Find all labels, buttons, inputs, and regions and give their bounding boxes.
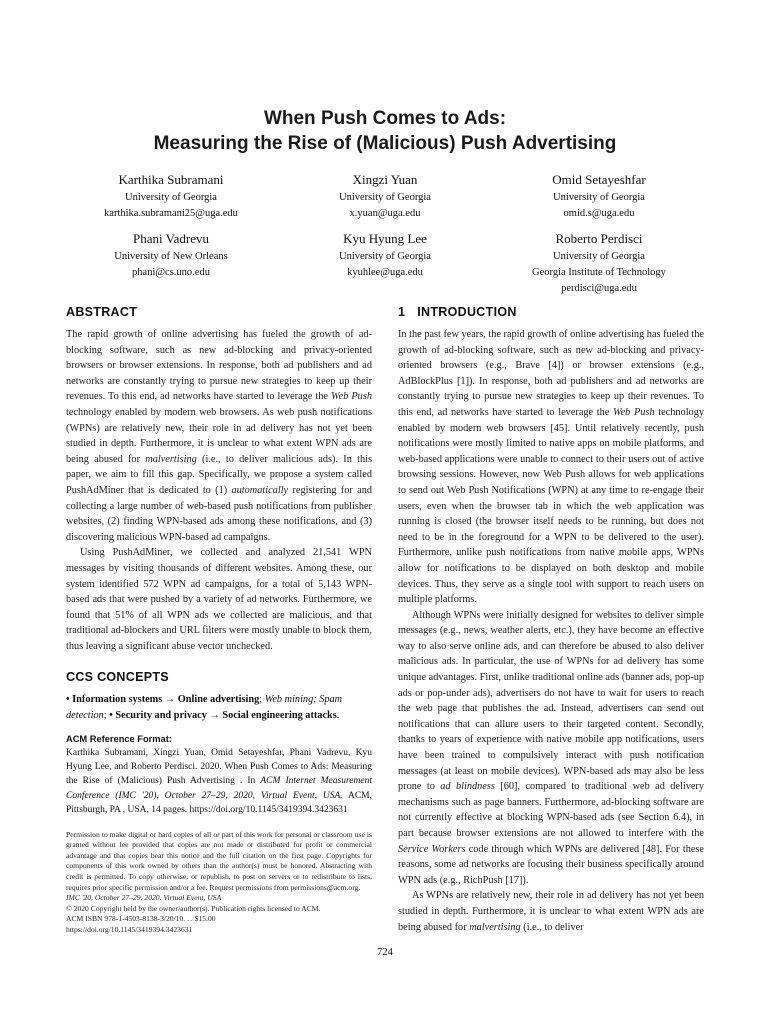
abstract-text: (i.e., to deliver malicious ads). In this paper, we aim to fill this gap. Specifically, we propose a system called PushAdMiner that is dedicated to (1)	[66, 453, 372, 496]
author-name: Xingzi Yuan	[352, 172, 418, 187]
ccs-sep: ;	[103, 710, 110, 722]
section-title: INTRODUCTION	[417, 305, 517, 319]
ccs-heading: CCS CONCEPTS	[66, 670, 169, 685]
page-number: 724	[377, 947, 393, 958]
permission-text: Permission to make digital or hard copies of all or part of this work for personal or classroom use is granted without fee provided that copies are not made or distributed for profit or commercial advantage and that copies bear this notice and the full citation on the first page. Copyrights for components of this work owned by others than the author(s) must be honored. Abstracting with credit is permitted. To copy otherwise, or republish, to post on servers or to redistribute to lists, requires prior specific permission and/or a fee. Request permissions from permissions@acm.org.	[66, 829, 372, 892]
author-card	[64, 229, 278, 297]
intro-text: technology enabled by modern web browsers [45]. Until relatively recently, push notifications were mostly limited to native apps on mobile platforms, and web-based applications were unable to connect to their users out of active browsing sessions. However, now Web Push allows for web applications to send out Web Push Notifications (WPN) at any time to re-engage their users, even when the browser tab in which the web application was running is closed (the browser itself needs to be running, but does not need to be in the foreground for a WPN to be delivered to the user). Furthermore, unlike push notifications from native mobile apps, WPNs allow for notifications to be displayed on both desktop and mobile devices. Thus, they serve as a single tool with support to reach users on multiple platforms.	[398, 406, 704, 606]
author-card	[278, 170, 492, 222]
abstract-text: The rapid growth of online advertising has fueled the growth of ad-blocking software, such as new ad-blocking and privacy-oriented browsers or browser extensions. In response, both ad publishers and ad networks are constantly trying to pursue new strategies to keep up their revenues. To this end, ad networks have started to leverage the	[66, 329, 372, 403]
intro-text: [60], compared to traditional web ad delivery mechanisms such as page banners. Furthermore, ad-blocking software are not currently effective at blocking WPN-based ads (see Section 6.4), in part because browser extensions are not allowed to interfere with the	[398, 781, 705, 839]
ccs-sep: .	[336, 710, 340, 722]
author-affiliation: University of Georgia	[553, 251, 645, 262]
intro-text: code through which WPNs are delivered [48]. For these reasons, some ad networks are focusing their business specifically around WPN ads (e.g., RichPush [17]).	[398, 843, 704, 886]
title-line-2: Measuring the Rise of (Malicious) Push Advertising	[153, 133, 617, 154]
intro-emph: Web Push	[612, 406, 655, 418]
author-affiliation: University of Georgia	[339, 192, 431, 203]
right-column	[398, 303, 704, 935]
author-affiliation-secondary: Georgia Institute of Technology	[532, 267, 666, 278]
abstract-heading: ABSTRACT	[66, 305, 138, 319]
author-affiliation: University of Georgia	[339, 251, 431, 262]
author-name: Kyu Hyung Lee	[343, 231, 427, 246]
intro-emph: ad blindness	[440, 781, 495, 793]
author-email: karthika.subramani25@uga.edu	[104, 208, 238, 219]
ccs-arrow: →	[162, 694, 178, 706]
ccs-sep: ;	[259, 694, 265, 706]
permission-copyright: © 2020 Copyright held by the owner/author(s). Publication rights licensed to ACM.	[66, 903, 321, 913]
author-card	[64, 170, 278, 222]
author-affiliation: University of New Orleans	[114, 251, 228, 262]
author-email: omid.s@uga.edu	[563, 208, 635, 219]
ccs-term: Social engineering attacks	[222, 710, 337, 722]
author-card	[492, 170, 706, 222]
permission-isbn: ACM ISBN 978-1-4503-8138-3/20/10. . . $15.00	[66, 914, 216, 924]
acm-ref-text	[66, 746, 372, 818]
ccs-term-minor: Web mining; Spam detection	[66, 694, 343, 722]
author-name: Omid Setayeshfar	[552, 172, 646, 187]
intro-emph: Service Workers	[398, 843, 466, 855]
ccs-concepts	[66, 692, 372, 723]
title-line-1: When Push Comes to Ads:	[263, 108, 507, 129]
ccs-bullet: • Security and privacy	[109, 710, 207, 722]
acm-ref-part: Karthika Subramani, Xingzi Yuan, Omid Setayeshfar, Phani Vadrevu, Kyu Hyung Lee, and Roberto Perdisci. 2020. When Push Comes to Ads: Measuring the Rise of (Malicious) Push Advertising . In	[66, 747, 372, 787]
permission-block	[66, 830, 372, 936]
intro-text: Although WPNs were initially designed for websites to deliver simple messages (e.g., news, weather alerts, etc.), they have become an effective way to also serve online ads, and can therefore be abused to also deliver malicious ads. In particular, the use of WPNs for ad delivery has some unique advantages. First, unlike traditional online ads (banner ads, pop-up ads or pop-under ads), advertisers do not have to wait for users to reach the web page that publishes the ad. Instead, advertisers can send out notifications that can allure users to their targeted content. Secondly, thanks to years of experience with native mobile app notifications, users have been trained to compulsively interact with push notification messages (at least on mobile devices). WPN-based ads may also be less prone to	[398, 609, 704, 793]
ccs-term: Online advertising	[177, 694, 260, 706]
author-email: phani@cs.uno.edu	[132, 267, 210, 278]
author-affiliation: University of Georgia	[125, 192, 217, 203]
author-affiliation: University of Georgia	[553, 192, 645, 203]
acm-ref-part: ACM, Pittsburgh, PA , USA, 14 pages. https://doi.org/10.1145/3419394.3423631	[66, 790, 373, 816]
intro-paragraph-2	[398, 608, 704, 889]
permission-doi: https://doi.org/10.1145/3419394.3423631	[66, 925, 193, 935]
author-card	[278, 229, 492, 297]
ccs-section	[66, 668, 372, 723]
section-number: 1	[398, 305, 406, 319]
abstract-text: technology enabled by modern web browsers. As web push notifications (WPNs) are relatively new, their role in ad delivery has not yet been studied in depth. Furthermore, it is unclear to what extent WPN ads are being abused for	[66, 406, 372, 465]
author-name: Karthika Subramani	[118, 172, 224, 187]
intro-emph: malvertising	[469, 921, 521, 933]
intro-text: In the past few years, the rapid growth of online advertising has fueled the growth of ad-blocking software, such as new ad-blocking and privacy-oriented browsers (e.g., Brave [4]) or browser extensions (e.g., AdBlockPlus [1]). In response, both ad publishers and ad networks are constantly trying to pursue new strategies to keep up their revenues. To this end, ad networks have started to leverage the	[398, 329, 704, 418]
acm-ref-venue: ACM Internet Measurement Conference (IMC '20), October 27–29, 2020, Virtual Event, USA.	[66, 776, 372, 801]
author-row-1	[64, 170, 706, 222]
abstract-paragraph-2: Using PushAdMiner, we collected and analyzed 21,541 WPN messages by visiting thousands of different websites. Among these, our system identified 572 WPN ad campaigns, for a total of 5,143 WPN-based ads that were pushed by a variety of ad networks. Furthermore, we found that 51% of all WPN ads we collected are malicious, and that traditional ad-blockers and URL filters were mostly unable to block them, thus leaving a significant abuse vector unchecked.	[66, 547, 372, 652]
introduction-heading	[398, 303, 704, 321]
author-name: Roberto Perdisci	[555, 231, 643, 246]
intro-text: (i.e., to deliver	[520, 921, 584, 933]
abstract-emph: Web Push	[331, 391, 372, 403]
intro-paragraph-3	[398, 888, 704, 935]
author-card	[492, 229, 706, 297]
permission-venue: IMC '20, October 27–29, 2020, Virtual Event, USA	[66, 893, 222, 903]
ccs-bullet: • Information systems	[66, 694, 163, 706]
intro-paragraph-1	[398, 327, 704, 608]
author-email: x.yuan@uga.edu	[349, 208, 421, 219]
author-row-2	[64, 229, 706, 297]
author-block	[64, 170, 706, 304]
author-name: Phani Vadrevu	[133, 231, 209, 246]
abstract-emph: automatically	[231, 484, 289, 496]
author-email: kyuhlee@uga.edu	[347, 267, 423, 278]
abstract-text: registering for and collecting a large number of web-based push notifications from publisher websites, (2) finding WPN-based ads among these notifications, and (3) discovering malicious WPN-based ad campaigns.	[66, 484, 372, 543]
abstract-emph: malvertising	[145, 453, 197, 465]
ccs-arrow: →	[206, 710, 223, 722]
paper-title	[0, 106, 770, 156]
abstract-paragraph-1	[66, 327, 372, 545]
author-email: perdisci@uga.edu	[561, 283, 637, 294]
left-column	[66, 303, 372, 936]
intro-text: As WPNs are relatively new, their role in ad delivery has not yet been studied in depth. Furthermore, it is unclear to what extent WPN ads are being abused for	[398, 890, 704, 933]
acm-ref-heading: ACM Reference Format:	[66, 733, 172, 744]
